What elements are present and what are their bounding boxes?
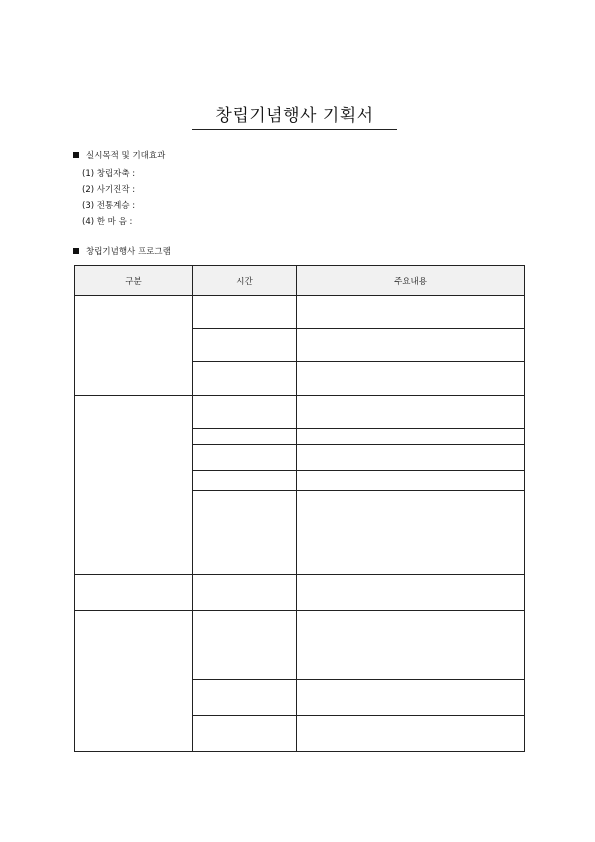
content-cell[interactable] [297, 471, 525, 491]
time-cell[interactable] [193, 575, 297, 611]
content-cell[interactable] [297, 396, 525, 429]
section-program-heading [73, 246, 171, 258]
table-row [75, 575, 525, 611]
content-cell[interactable] [297, 716, 525, 752]
content-cell[interactable] [297, 680, 525, 716]
table-row [75, 396, 525, 429]
category-cell[interactable] [75, 575, 193, 611]
content-cell[interactable] [297, 575, 525, 611]
section-purpose-heading-text: 실시목적 및 기대효과 [86, 151, 166, 161]
header-content: 주요내용 [297, 266, 525, 296]
time-cell[interactable] [193, 429, 297, 445]
time-cell[interactable] [193, 362, 297, 396]
title-underline [192, 129, 397, 130]
table-row [75, 611, 525, 680]
category-cell[interactable] [75, 396, 193, 575]
square-bullet-icon [73, 248, 79, 254]
table-header-row [75, 266, 525, 296]
time-cell[interactable] [193, 716, 297, 752]
document-title: 창립기념행사 기획서 [215, 106, 374, 126]
category-cell[interactable] [75, 296, 193, 396]
content-cell[interactable] [297, 296, 525, 329]
time-cell[interactable] [193, 680, 297, 716]
square-bullet-icon [73, 152, 79, 158]
table-row [75, 296, 525, 329]
purpose-item-4: (4) 한 마 음 : [82, 217, 133, 227]
header-time: 시간 [193, 266, 297, 296]
content-cell[interactable] [297, 329, 525, 362]
section-program-heading-text: 창립기념행사 프로그램 [86, 247, 171, 257]
content-cell[interactable] [297, 362, 525, 396]
time-cell[interactable] [193, 445, 297, 471]
time-cell[interactable] [193, 329, 297, 362]
header-category: 구분 [75, 266, 193, 296]
time-cell[interactable] [193, 296, 297, 329]
content-cell[interactable] [297, 491, 525, 575]
purpose-list [82, 166, 135, 230]
time-cell[interactable] [193, 491, 297, 575]
purpose-item-2: (2) 사기진작 : [82, 185, 136, 195]
purpose-item-1: (1) 창립자축 : [82, 169, 136, 179]
time-cell[interactable] [193, 396, 297, 429]
program-table [74, 265, 525, 752]
content-cell[interactable] [297, 445, 525, 471]
section-purpose-heading [73, 150, 165, 162]
category-cell[interactable] [75, 611, 193, 752]
purpose-item-3: (3) 전통계승 : [82, 201, 136, 211]
time-cell[interactable] [193, 611, 297, 680]
content-cell[interactable] [297, 611, 525, 680]
time-cell[interactable] [193, 471, 297, 491]
content-cell[interactable] [297, 429, 525, 445]
